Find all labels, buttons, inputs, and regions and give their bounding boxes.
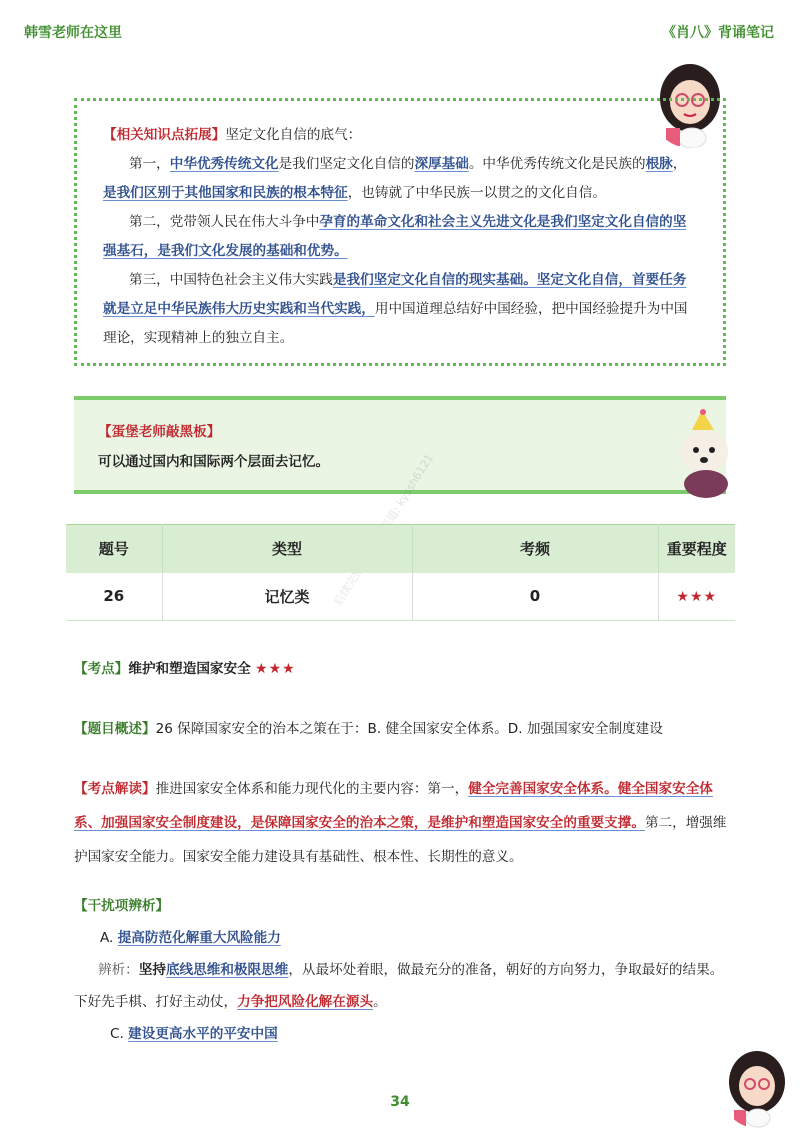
importance-stars: ★★★ xyxy=(676,589,718,606)
header-right-title: 《肖八》背诵笔记 xyxy=(662,25,774,41)
table-header-cell: 类型 xyxy=(162,525,412,573)
table-cell-num: 26 xyxy=(66,573,162,621)
header-left-title: 韩雪老师在这里 xyxy=(24,25,122,41)
kaodian-label: 【考点】 xyxy=(74,661,129,677)
analysis-label: 【考点解读】 xyxy=(74,781,156,797)
board-title: 【蛋堡老师敲黑板】 xyxy=(98,424,221,440)
table-cell-freq: 0 xyxy=(412,573,658,621)
kaodian-text: 维护和塑造国家安全 xyxy=(128,661,251,677)
knowledge-intro: 【相关知识点拓展】坚定文化自信的底气： xyxy=(103,127,362,143)
knowledge-paragraph-2: 第二，党带领人民在伟大斗争中孕育的革命文化和社会主义先进文化是我们坚定文化自信的坚强基石，是我们文化发展的基础和优势。 xyxy=(103,214,687,259)
overview-text: 26 保障国家安全的治本之策在于：B. 健全国家安全体系。D. 加强国家安全制度建设 xyxy=(155,721,663,737)
dog-mascot-icon xyxy=(672,408,742,500)
option-a-explanation: 辨析：坚持底线思维和极限思维，从最坏处着眼，做最充分的准备，朝好的方向努力，争取最好的结果。下好先手棋、打好主动仗，力争把风险化解在源头。 xyxy=(74,962,724,1010)
analysis-section: 【考点解读】推进国家安全体系和能力现代化的主要内容：第一，健全完善国家安全体系。健全国家安全体系、加强国家安全制度建设，是保障国家安全的治本之策，是维护和塑造国家安全的重要支撑。第二，增强维护国家安全能力。国家安全能力建设具有基础性、根本性、长期性的意义。 xyxy=(74,781,727,865)
page-number: 34 xyxy=(390,1094,410,1110)
knowledge-expansion-box xyxy=(74,98,726,366)
option-c: C. 建设更高水平的平安中国 xyxy=(110,1026,278,1042)
option-c-text: 建设更高水平的平安中国 xyxy=(128,1026,278,1042)
table-header-cell: 考频 xyxy=(412,525,658,573)
table-header-row xyxy=(66,525,735,573)
knowledge-paragraph-3: 第三，中国特色社会主义伟大实践是我们坚定文化自信的现实基础。坚定文化自信，首要任务就是立足中华民族伟大历史实践和当代实践，用中国道理总结好中国经验，把中国经验提升为中国理论，实现精神上的独立自主。 xyxy=(103,272,688,346)
table-row xyxy=(66,573,735,621)
overview-section xyxy=(74,712,734,746)
teacher-avatar-bottom-icon xyxy=(722,1046,792,1128)
overview-label: 【题目概述】 xyxy=(74,721,156,737)
board-body: 可以通过国内和国际两个层面去记忆。 xyxy=(98,454,330,470)
option-a-text: 提高防范化解重大风险能力 xyxy=(117,930,281,946)
table-cell-type: 记忆类 xyxy=(162,573,412,621)
knowledge-label: 【相关知识点拓展】 xyxy=(103,127,226,143)
distractor-label: 【干扰项辨析】 xyxy=(74,898,170,914)
table-header-cell: 题号 xyxy=(66,525,162,573)
kaodian-stars: ★★★ xyxy=(255,661,296,677)
question-info-table xyxy=(66,524,735,621)
table-cell-stars xyxy=(658,573,735,621)
watermark-text: kyssh6121 xyxy=(393,451,437,509)
kaodian-section xyxy=(74,652,734,686)
analysis-highlight: 健全完善国家安全体系。健全国家安全体系、加强国家安全制度建设，是保障国家安全的治本之策，是维护和塑造国家安全的重要支撑。 xyxy=(74,781,713,831)
table-header-cell: 重要程度 xyxy=(658,525,735,573)
option-a: A. 提高防范化解重大风险能力 xyxy=(100,930,281,946)
knowledge-paragraph-1: 第一，中华优秀传统文化是我们坚定文化自信的深厚基础。中华优秀传统文化是民族的根脉，是我们区别于其他国家和民族的根本特征，也铸就了中华民族一以贯之的文化自信。 xyxy=(103,156,687,201)
teacher-board xyxy=(74,396,726,494)
distractor-section xyxy=(74,890,734,1050)
